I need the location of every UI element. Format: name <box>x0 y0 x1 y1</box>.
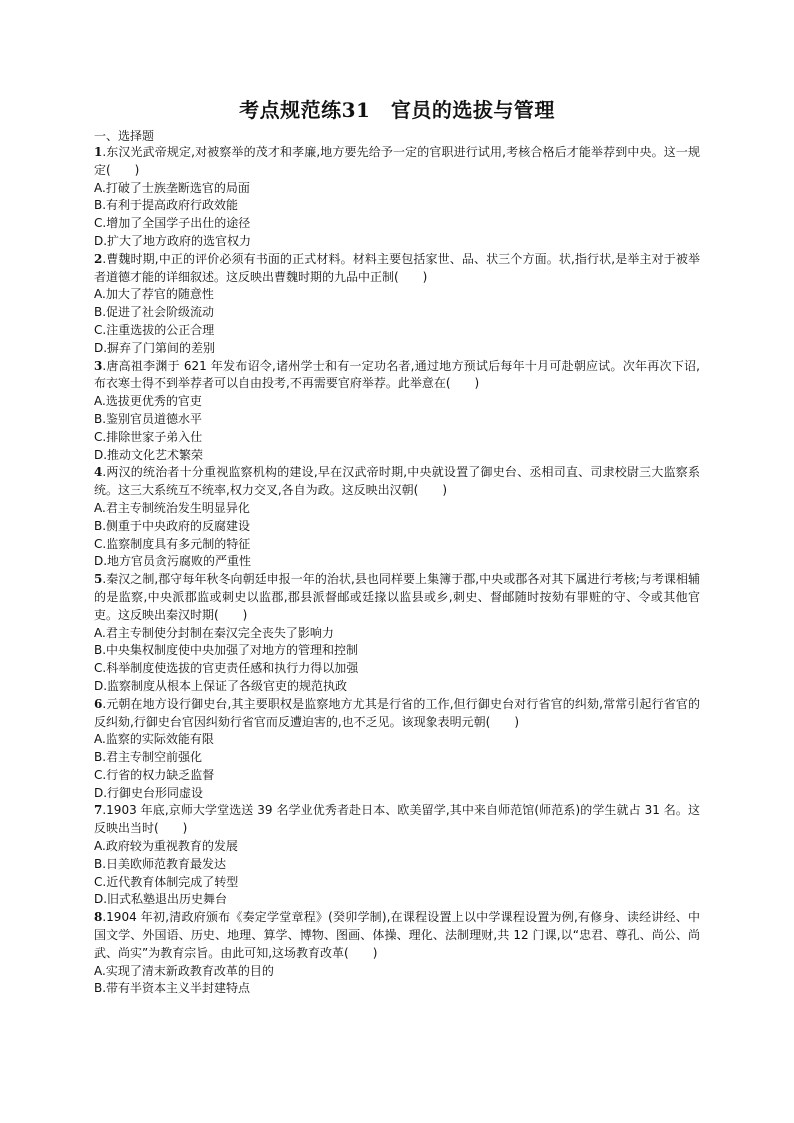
answer-option: B.鉴别官员道德水平 <box>94 411 203 426</box>
question-number: 3 <box>94 358 103 373</box>
question-number: 8 <box>94 910 103 925</box>
question-4 <box>94 464 700 571</box>
answer-option: B.侧重于中央政府的反腐建设 <box>94 518 251 533</box>
question-stem <box>94 696 700 732</box>
question-number: 4 <box>94 465 103 480</box>
question-stem <box>94 358 700 394</box>
question-number: 2 <box>94 251 103 266</box>
question-1 <box>94 144 700 251</box>
question-stem <box>94 251 700 287</box>
question-8 <box>94 909 700 998</box>
answer-option: B.促进了社会阶级流动 <box>94 305 215 320</box>
answer-option: A.实现了清末新政教育改革的目的 <box>94 963 274 978</box>
question-number: 7 <box>94 803 103 818</box>
question-stem <box>94 571 700 624</box>
question-text: .唐高祖李渊于 621 年发布诏令,诸州学士和有一定功名者,通过地方预试后每年十月可赴朝应试。次年再次下诏,布衣寒士得不到举荐者可以自由投考,不再需要官府举荐。此举意在( ) <box>94 358 700 391</box>
question-5 <box>94 571 700 696</box>
question-number: 1 <box>94 145 103 159</box>
answer-option: D.旧式私塾退出历史舞台 <box>94 892 228 907</box>
answer-option: C.监察制度具有多元制的特征 <box>94 536 251 551</box>
answer-option: A.打破了士族垄断选官的局面 <box>94 180 250 195</box>
question-text: .元朝在地方设行御史台,其主要职权是监察地方尤其是行省的工作,但行御史台对行省官的纠劾,常常引起行省官的反纠劾,行御史台官因纠劾行省官而反遭迫害的,也不乏见。该现象表明元朝( ) <box>94 696 700 729</box>
page-title: 考点规范练31 官员的选拔与管理 <box>239 98 555 122</box>
question-list <box>94 144 700 998</box>
question-7 <box>94 802 700 909</box>
answer-option: A.监察的实际效能有限 <box>94 732 214 747</box>
answer-option: C.增加了全国学子出仕的途径 <box>94 216 251 231</box>
question-stem <box>94 802 700 838</box>
question-stem <box>94 909 700 962</box>
answer-option: B.有利于提高政府行政效能 <box>94 198 239 213</box>
answer-option: B.日美欧师范教育最发达 <box>94 856 227 871</box>
question-text: .秦汉之制,郡守每年秋冬向朝廷申报一年的治状,县也同样要上集簿于郡,中央或郡各对其下属进行考核;与考课相辅的是监察,中央派郡监或刺史以监郡,郡县派督邮或廷掾以监县或乡,刺史、督邮随时按劾有罪赃的守、令或其他官吏。这反映出秦汉时期( ) <box>94 572 700 622</box>
section-heading: 一、选择题 <box>94 129 155 143</box>
question-text: .1904 年初,清政府颁布《奏定学堂章程》(癸卯学制),在课程设置上以中学课程设置为例,有修身、读经讲经、中国文学、外国语、历史、地理、算学、博物、图画、体操、理化、法制理财,共 12 门课,以“忠君、尊孔、尚公、尚武、尚实”为教育宗旨。由此可知,这场教育改革( ) <box>94 910 700 960</box>
question-text: .1903 年底,京师大学堂选送 39 名学业优秀者赴日本、欧美留学,其中来自师范馆(师范系)的学生就占 31 名。这反映出当时( ) <box>94 803 700 836</box>
answer-option: B.中央集权制度使中央加强了对地方的管理和控制 <box>94 643 359 658</box>
answer-option: A.君主专制使分封制在秦汉完全丧失了影响力 <box>94 625 334 640</box>
answer-option: A.政府较为重视教育的发展 <box>94 839 238 854</box>
answer-option: D.扩大了地方政府的选官权力 <box>94 233 252 248</box>
answer-option: A.君主专制统治发生明显异化 <box>94 500 250 515</box>
answer-option: B.君主专制空前强化 <box>94 750 203 765</box>
question-number: 6 <box>94 696 103 711</box>
question-text: .东汉光武帝规定,对被察举的茂才和孝廉,地方要先给予一定的官职进行试用,考核合格后才能举荐到中央。这一规定( ) <box>94 145 700 177</box>
answer-option: D.行御史台形同虚设 <box>94 785 204 800</box>
document-page <box>94 96 700 998</box>
question-3 <box>94 358 700 465</box>
answer-option: D.推动文化艺术繁荣 <box>94 447 204 462</box>
question-text: .曹魏时期,中正的评价必须有书面的正式材料。材料主要包括家世、品、状三个方面。状,指行状,是举主对于被举者道德才能的详细叙述。这反映出曹魏时期的九品中正制( ) <box>94 251 700 284</box>
answer-option: A.加大了荐官的随意性 <box>94 287 214 302</box>
answer-option: D.监察制度从根本上保证了各级官吏的规范执政 <box>94 678 348 693</box>
answer-option: D.摒弃了门第间的差别 <box>94 340 216 355</box>
answer-option: C.注重选拔的公正合理 <box>94 322 215 337</box>
answer-option: C.科举制度使选拔的官吏责任感和执行力得以加强 <box>94 661 359 676</box>
answer-option: B.带有半资本主义半封建特点 <box>94 981 251 996</box>
question-stem <box>94 144 700 180</box>
question-stem <box>94 464 700 500</box>
question-text: .两汉的统治者十分重视监察机构的建设,早在汉武帝时期,中央就设置了御史台、丞相司直、司隶校尉三大监察系统。这三大系统互不统率,权力交叉,各自为政。这反映出汉朝( ) <box>94 465 700 498</box>
answer-option: A.选拔更优秀的官吏 <box>94 394 202 409</box>
answer-option: C.行省的权力缺乏监督 <box>94 767 215 782</box>
question-6 <box>94 696 700 803</box>
answer-option: C.排除世家子弟入仕 <box>94 429 203 444</box>
question-2 <box>94 251 700 358</box>
answer-option: C.近代教育体制完成了转型 <box>94 874 239 889</box>
question-number: 5 <box>94 572 103 587</box>
answer-option: D.地方官员贪污腐败的严重性 <box>94 554 252 569</box>
